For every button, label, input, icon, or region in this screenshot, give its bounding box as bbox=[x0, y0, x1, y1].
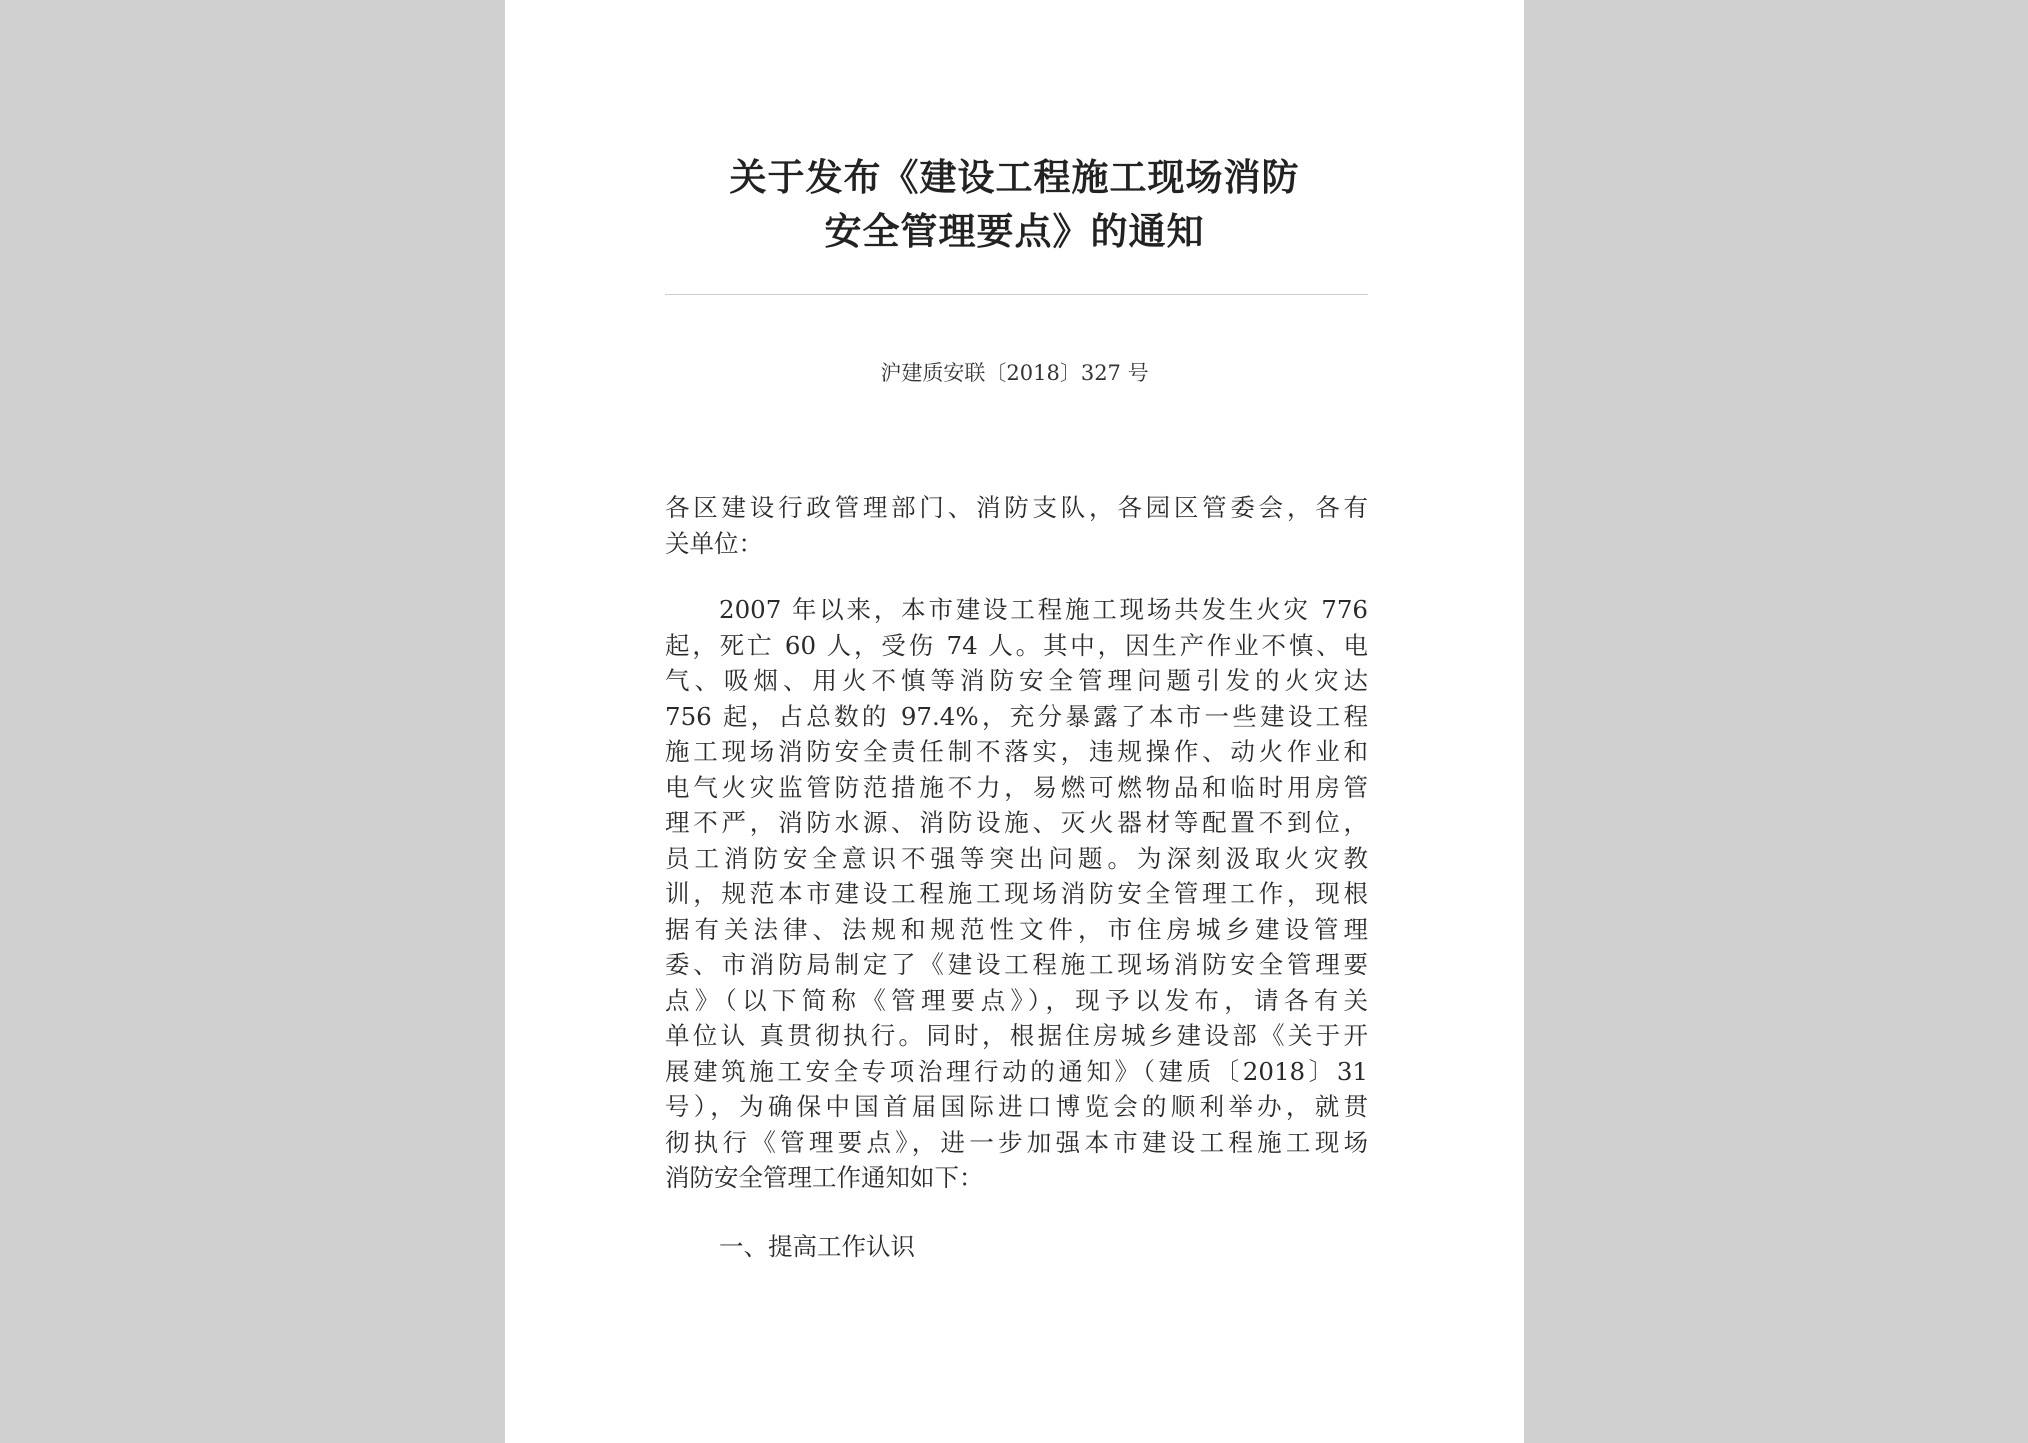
paragraph-line: 756 起，占总数的 97.4%，充分暴露了本市一些建设工程 bbox=[665, 701, 1368, 731]
document-number: 沪建质安联〔2018〕327 号 bbox=[880, 361, 1149, 385]
paragraph-line: 理不严，消防水源、消防设施、灭火器材等配置不到位， bbox=[665, 808, 1368, 837]
paragraph-line: 单位认 真贯彻执行。同时，根据住房城乡建设部《关于开 bbox=[665, 1021, 1368, 1050]
paragraph-line: 2007 年以来，本市建设工程施工现场共发生火灾 776 bbox=[719, 595, 1368, 624]
paragraph-line: 号），为确保中国首届国际进口博览会的顺利举办，就贯 bbox=[665, 1092, 1368, 1121]
title-divider bbox=[665, 294, 1368, 295]
paragraph-line: 展建筑施工安全专项治理行动的通知》（建质〔2018〕31 bbox=[665, 1056, 1368, 1086]
title-line: 安全管理要点》的通知 bbox=[824, 209, 1205, 253]
paragraph-line: 点》（以下简称《管理要点》），现予以发布，请各有关 bbox=[665, 985, 1368, 1015]
paragraph-line: 训，规范本市建设工程施工现场消防安全管理工作，现根 bbox=[665, 879, 1368, 908]
paragraph-line: 据有关法律、法规和规范性文件，市住房城乡建设管理 bbox=[665, 914, 1368, 944]
salutation-line: 各区建设行政管理部门、消防支队，各园区管委会，各有 bbox=[665, 493, 1368, 522]
title-line: 关于发布《建设工程施工现场消防 bbox=[729, 155, 1300, 199]
document-page bbox=[505, 0, 1524, 1443]
paragraph-line: 电气火灾监管防范措施不力，易燃可燃物品和临时用房管 bbox=[665, 772, 1368, 802]
paragraph-line: 消防安全管理工作通知如下： bbox=[665, 1163, 984, 1192]
section-heading: 一、提高工作认识 bbox=[719, 1232, 915, 1261]
salutation-line: 关单位： bbox=[665, 528, 763, 558]
paragraph-line: 施工现场消防安全责任制不落实，违规操作、动火作业和 bbox=[665, 737, 1368, 766]
salutation bbox=[665, 490, 1368, 561]
notice-title bbox=[505, 150, 1524, 258]
paragraph-line: 起，死亡 60 人，受伤 74 人。其中，因生产作业不慎、电 bbox=[665, 630, 1368, 660]
paragraph-line: 员工消防安全意识不强等突出问题。为深刻汲取火灾教 bbox=[665, 843, 1368, 873]
paragraph-line: 气、吸烟、用火不慎等消防安全管理问题引发的火灾达 bbox=[665, 666, 1368, 695]
body-paragraph bbox=[665, 592, 1368, 1196]
paragraph-line: 委、市消防局制定了《建设工程施工现场消防安全管理要 bbox=[665, 950, 1368, 979]
paragraph-line: 彻执行《管理要点》，进一步加强本市建设工程施工现场 bbox=[665, 1127, 1368, 1157]
